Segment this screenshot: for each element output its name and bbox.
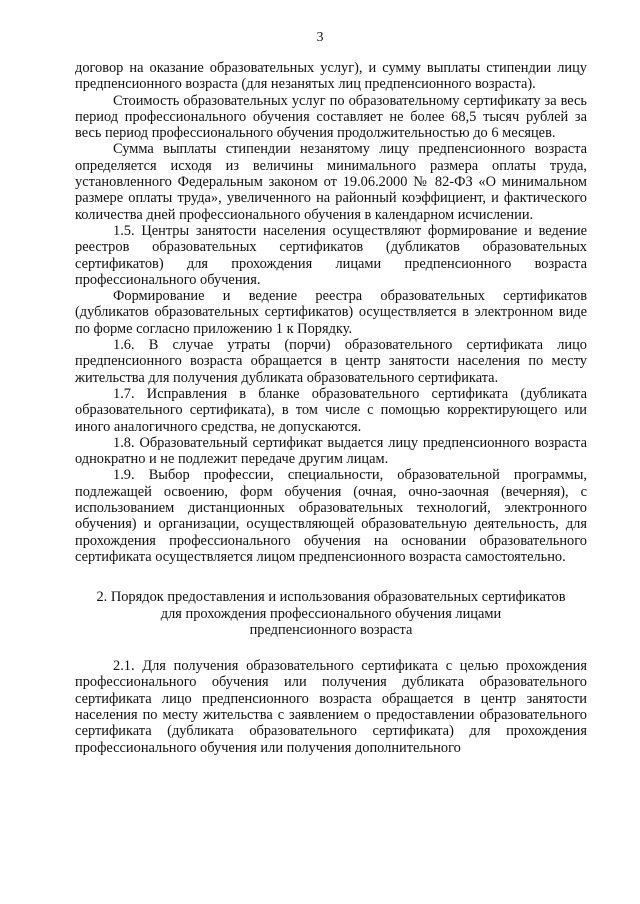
paragraph-1-6: 1.6. В случае утраты (порчи) образовательного сертификата лицо предпенсионного возраста обращается в центр занятости населения по месту жительства для получения дубликата образовательного сертификата. — [75, 337, 587, 386]
section-heading-line-1: 2. Порядок предоставления и использования образовательных сертификатов — [96, 589, 566, 606]
paragraph-continuation: договор на оказание образовательных услуг), и сумму выплаты стипендии лицу предпенсионного возраста (для незанятых лиц предпенсионного возраста). — [75, 60, 587, 93]
paragraph-1-7: 1.7. Исправления в бланке образовательного сертификата (дубликата образовательного сертификата), в том числе с помощью корректирующего или иного аналогичного средства, не допускаются. — [75, 385, 587, 435]
page-number: 3 — [316, 30, 324, 45]
paragraph-2-1: 2.1. Для получения образовательного сертификата с целью прохождения профессионального обучения или получения дубликата образовательного сертификата лицо предпенсионного возраста обращается в центр занятости населения по месту жительства с заявлением о предоставлении образовательного сертификата (дубликата образовательного сертификата) для прохождения профессионального обучения или получения дополнительного — [75, 658, 587, 756]
section-heading-line-2: для прохождения профессионального обучения лицами — [160, 605, 502, 622]
paragraph-1-8: 1.8. Образовательный сертификат выдается лицу предпенсионного возраста однократно и не подлежит передаче другим лицам. — [75, 434, 587, 468]
paragraph-registry: Формирование и ведение реестра образовательных сертификатов (дубликатов образовательных сертификатов) осуществляется в электронном виде по форме согласно приложению 1 к Порядку. — [75, 288, 587, 337]
paragraph-stipend: Сумма выплаты стипендии незанятому лицу предпенсионного возраста определяется исходя из величины минимального размера оплаты труда, установленного Федеральным законом от 19.06.2000 № 82-ФЗ «О минимальном размере оплаты труда», увеличенного на районный коэффициент, и фактического количества дней профессионального обучения в календарном исчислении. — [75, 141, 587, 223]
section-heading — [75, 589, 587, 638]
paragraph-1-5: 1.5. Центры занятости населения осуществляют формирование и ведение реестров образовательных сертификатов (дубликатов образовательных сертификатов) для прохождения лицами предпенсионного возраста профессионального обучения. — [75, 222, 587, 288]
document-body — [75, 60, 587, 756]
paragraph-cost: Стоимость образовательных услуг по образовательному сертификату за весь период профессионального обучения составляет не более 68,5 тысяч рублей за весь период профессионального обучения продолжительностью до 6 месяцев. — [75, 92, 587, 142]
section-heading-line-3: предпенсионного возраста — [249, 621, 413, 638]
paragraph-1-9: 1.9. Выбор профессии, специальности, образовательной программы, подлежащей освоению, форм обучения (очная, очно-заочная (вечерняя), с использованием дистанционных образовательных технологий, электронного обучения) и организации, осуществляющей образовательную деятельность, для прохождения профессионального обучения на основании образовательного сертификата осуществляется лицом предпенсионного возраста самостоятельно. — [75, 467, 587, 565]
